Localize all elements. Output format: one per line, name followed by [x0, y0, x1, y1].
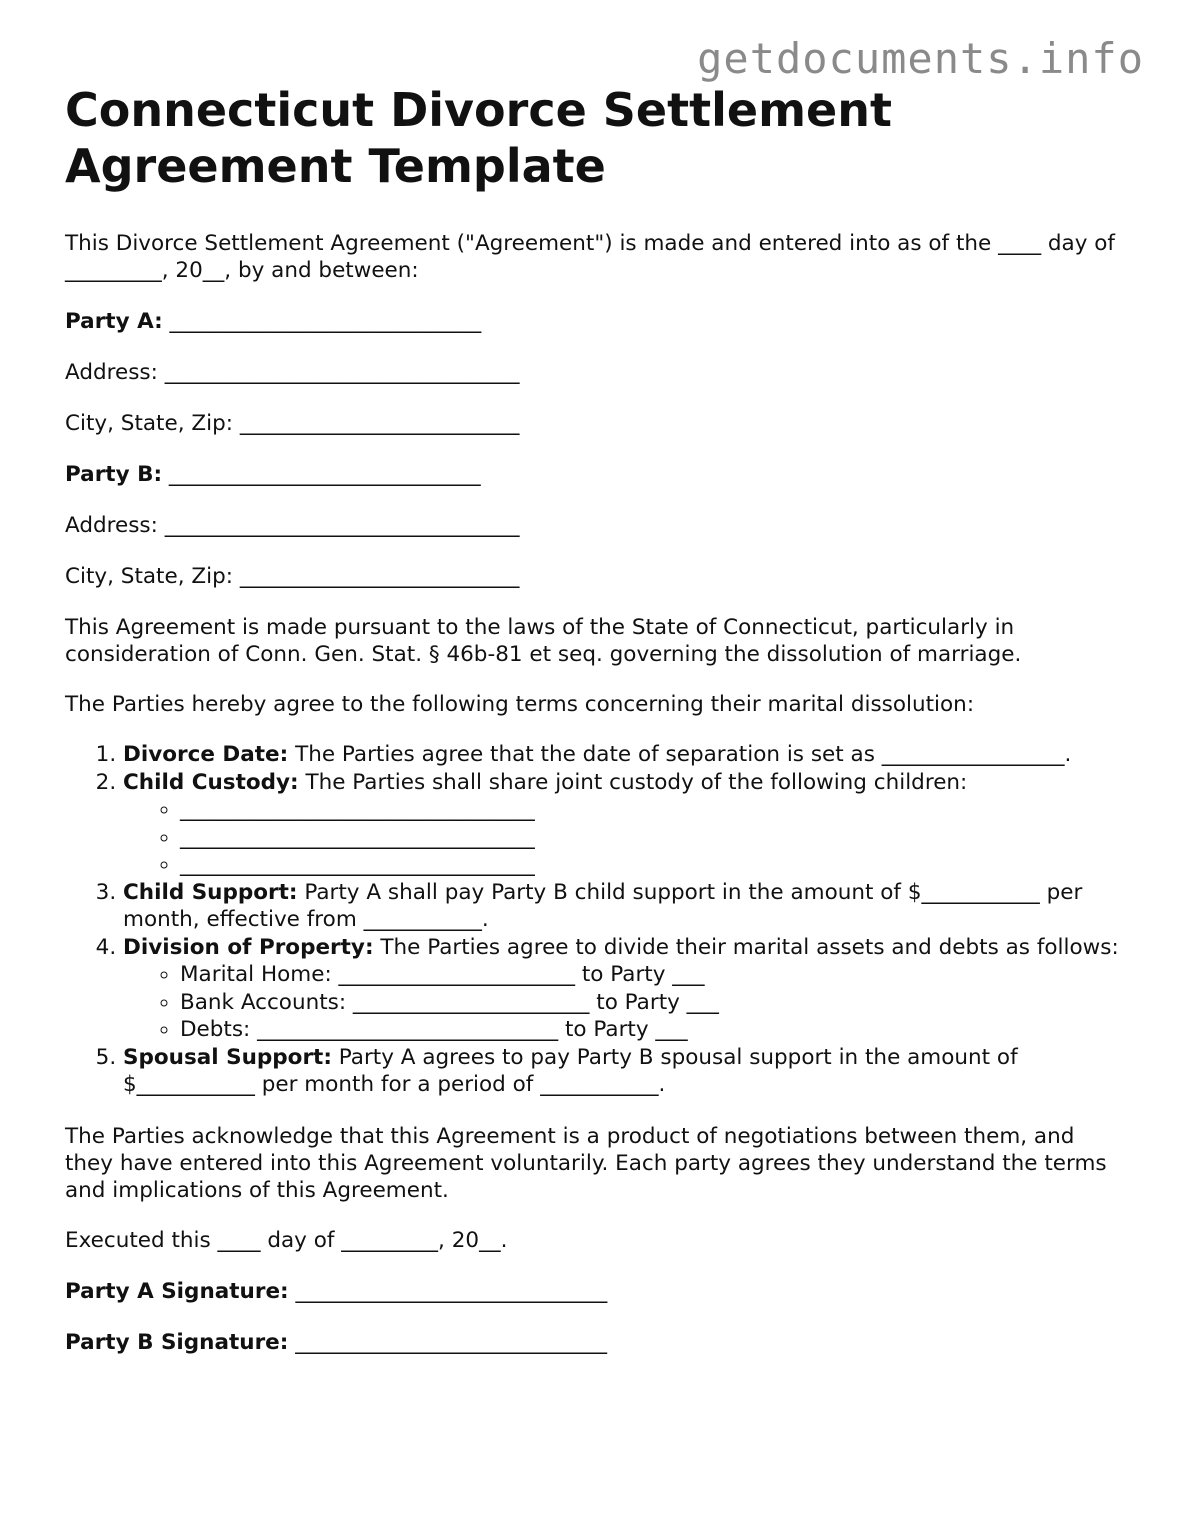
party-b-signature-label: Party B Signature:	[65, 1329, 289, 1355]
term-text: Party A agrees to pay Party B spousal support in the amount of $___________ per month for a period of ___________.	[123, 1044, 1018, 1097]
party-b-signature-line: _____________________________	[288, 1329, 607, 1355]
term-child-custody	[123, 769, 1125, 879]
party-a-signature-label: Party A Signature:	[65, 1278, 289, 1304]
party-a-address: Address: _________________________________	[65, 360, 520, 385]
property-list	[123, 961, 1125, 1044]
intro-paragraph: This Divorce Settlement Agreement ("Agreement") is made and entered into as of the ____ day of _________, 20__, by and between:	[65, 231, 1116, 283]
party-b-signature	[65, 1329, 1125, 1356]
party-a-city: City, State, Zip: __________________________	[65, 411, 520, 436]
term-title: Child Custody:	[123, 769, 299, 795]
term-title: Divorce Date:	[123, 742, 289, 767]
agree-paragraph: The Parties hereby agree to the following terms concerning their marital dissolution:	[65, 692, 975, 717]
child-line: ◦ _________________________________	[180, 796, 1125, 824]
party-b-line: _____________________________	[162, 462, 481, 487]
term-title: Child Support:	[123, 879, 298, 905]
term-text: The Parties agree that the date of separation is set as _________________.	[288, 742, 1072, 767]
term-title: Spousal Support:	[123, 1044, 332, 1070]
term-text: Party A shall pay Party B child support in the amount of $___________ per month, effective from ___________.	[123, 879, 1083, 932]
law-paragraph: This Agreement is made pursuant to the laws of the State of Connecticut, particularly in consideration of Conn. Gen. Stat. § 46b-81 et seq. governing the dissolution of marriage.	[65, 615, 1022, 667]
document-page	[65, 82, 1125, 1356]
acknowledgement-paragraph: The Parties acknowledge that this Agreement is a product of negotiations between them, and they have entered into this Agreement voluntarily. Each party agrees they understand the terms and implications of this Agreement.	[65, 1123, 1107, 1203]
term-spousal-support	[123, 1044, 1125, 1099]
party-a-label: Party A:	[65, 309, 163, 334]
party-b-address: Address: _________________________________	[65, 513, 520, 538]
child-line: ◦ _________________________________	[180, 824, 1125, 852]
term-divorce-date	[123, 741, 1125, 769]
document-title: Connecticut Divorce Settlement Agreement Template	[65, 83, 892, 193]
term-child-support	[123, 879, 1125, 934]
property-item: ◦ Debts: ____________________________ to Party ___	[180, 1016, 1125, 1044]
party-a-line: _____________________________	[162, 309, 482, 334]
term-text: The Parties shall share joint custody of the following children:	[298, 769, 968, 795]
terms-list	[65, 741, 1125, 1099]
children-list	[123, 796, 1125, 879]
term-text: The Parties agree to divide their marital assets and debts as follows:	[373, 934, 1119, 960]
executed-line: Executed this ____ day of _________, 20__.	[65, 1227, 508, 1253]
party-a-signature	[65, 1278, 1125, 1305]
party-b-label: Party B:	[65, 462, 163, 487]
party-a-signature-line: _____________________________	[288, 1278, 608, 1304]
party-b-city: City, State, Zip: __________________________	[65, 564, 520, 589]
term-title: Division of Property:	[123, 934, 374, 960]
party-a-field	[65, 308, 1125, 335]
term-division-of-property	[123, 934, 1125, 1044]
party-b-field	[65, 461, 1125, 488]
child-line: ◦ _________________________________	[180, 851, 1125, 879]
watermark: getdocuments.info	[697, 34, 1144, 83]
property-item: ◦ Marital Home: ______________________ to Party ___	[180, 961, 1125, 989]
property-item: ◦ Bank Accounts: ______________________ to Party ___	[180, 989, 1125, 1017]
